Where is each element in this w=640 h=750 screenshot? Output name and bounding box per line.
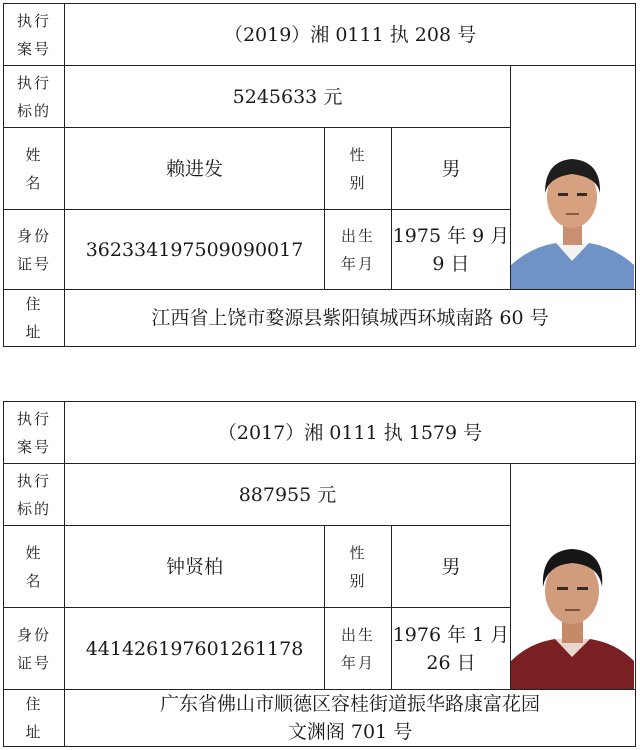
address-label: 住 址 [4,290,65,347]
id-value: 362334197509090017 [65,210,325,290]
id-label: 身份 证号 [4,210,65,290]
amount-value: 887955 元 [65,464,511,526]
gender-value: 男 [392,526,511,608]
birth-label: 出生 年月 [325,608,392,690]
case-no-value: （2017）湘 0111 执 1579 号 [65,402,636,464]
gender-value: 男 [392,128,511,210]
case-no-value: （2019）湘 0111 执 208 号 [65,4,636,66]
amount-label: 执行 标的 [4,66,65,128]
birth-value: 1976 年 1 月 26 日 [392,608,511,690]
amount-label: 执行 标的 [4,464,65,526]
name-value: 赖进发 [65,128,325,210]
birth-label: 出生 年月 [325,210,392,290]
birth-value: 1975 年 9 月 9 日 [392,210,511,290]
case-no-label: 执行 案号 [4,402,65,464]
amount-value: 5245633 元 [65,66,511,128]
id-label: 身份 证号 [4,608,65,690]
record-table-2 [3,401,636,747]
gender-label: 性 别 [325,128,392,210]
gender-label: 性 别 [325,526,392,608]
photo [511,66,636,290]
person-photo-1 [511,137,634,289]
person-photo-2 [511,529,634,689]
case-no-label: 执行 案号 [4,4,65,66]
address-value: 广东省佛山市顺德区容桂街道振华路康富花园 文渊阁 701 号 [65,690,636,747]
photo [511,464,636,690]
name-label: 姓 名 [4,526,65,608]
id-value: 441426197601261178 [65,608,325,690]
name-value: 钟贤柏 [65,526,325,608]
record-table-1 [3,3,636,347]
address-label: 住 址 [4,690,65,747]
address-value: 江西省上饶市婺源县紫阳镇城西环城南路 60 号 [65,290,636,347]
name-label: 姓 名 [4,128,65,210]
